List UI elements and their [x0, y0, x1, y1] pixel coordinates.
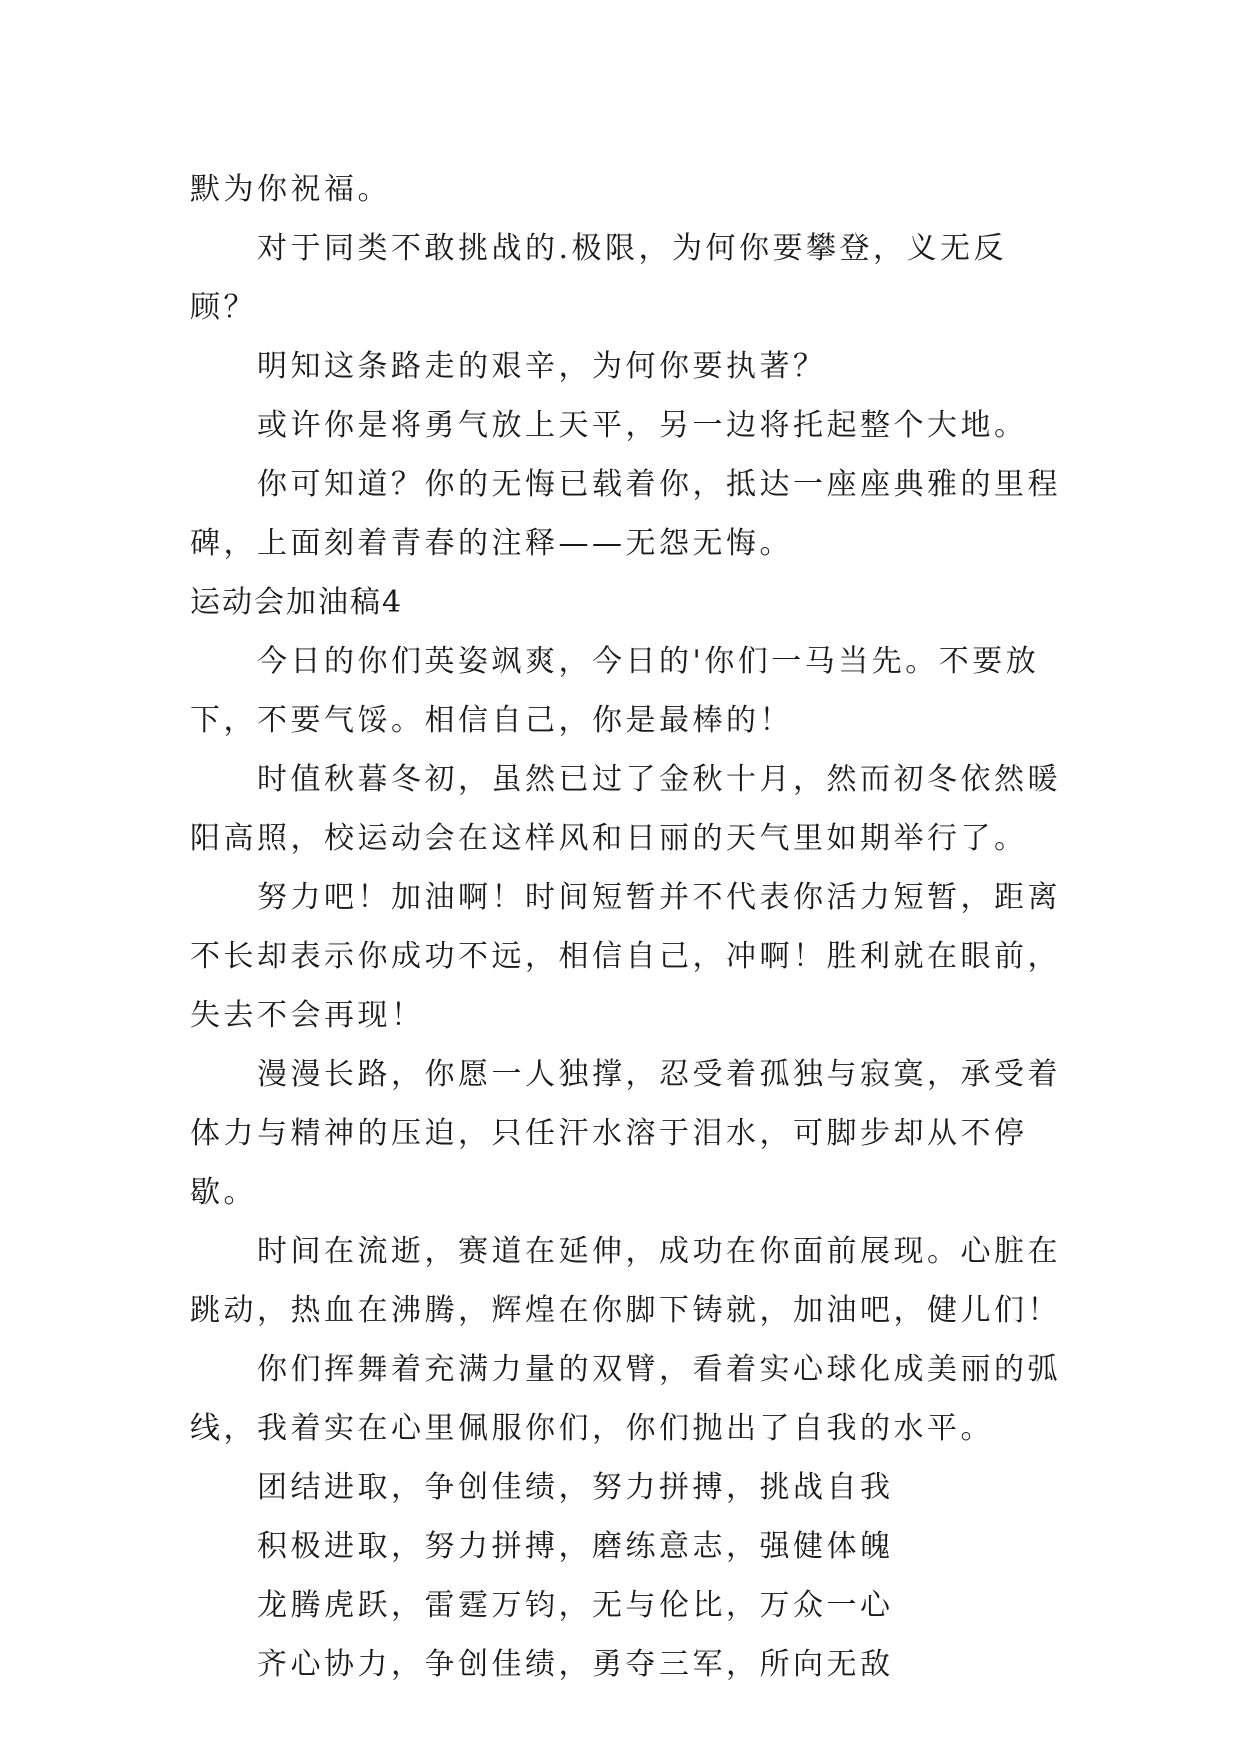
section-heading: 运动会加油稿4	[190, 585, 404, 620]
paragraph: 明知这条路走的艰辛，为何你要执著？	[257, 349, 827, 384]
paragraph: 时值秋暮冬初，虽然已过了金秋十月，然而初冬依然暖阳高照，校运动会在这样风和日丽的天气里如期举行了。	[190, 762, 1061, 856]
slogan-line: 龙腾虎跃，雷霆万钧，无与伦比，万众一心	[257, 1588, 894, 1623]
paragraph: 时间在流逝，赛道在延伸，成功在你面前展现。心脏在跳动，热血在沸腾，辉煌在你脚下铸就，加油吧，健儿们！	[190, 1234, 1061, 1328]
paragraph-continuation: 默为你祝福。	[190, 172, 391, 207]
paragraph: 你可知道？你的无悔已载着你，抵达一座座典雅的里程碑，上面刻着青春的注释——无怨无悔。	[190, 467, 1061, 561]
paragraph: 对于同类不敢挑战的.极限，为何你要攀登，义无反顾？	[190, 231, 1008, 325]
paragraph: 今日的你们英姿飒爽，今日的'你们一马当先。不要放下，不要气馁。相信自己，你是最棒的！	[190, 644, 1040, 738]
paragraph: 或许你是将勇气放上天平，另一边将托起整个大地。	[257, 408, 1028, 443]
slogan-line: 积极进取，努力拼搏，磨练意志，强健体魄	[257, 1529, 894, 1564]
paragraph: 努力吧！加油啊！时间短暂并不代表你活力短暂，距离不长却表示你成功不远，相信自己，冲啊！胜利就在眼前，失去不会再现！	[190, 880, 1061, 1033]
paragraph: 漫漫长路，你愿一人独撑，忍受着孤独与寂寞，承受着体力与精神的压迫，只任汗水溶于泪水，可脚步却从不停歇。	[190, 1057, 1061, 1210]
paragraph: 你们挥舞着充满力量的双臂，看着实心球化成美丽的弧线，我着实在心里佩服你们，你们抛出了自我的水平。	[190, 1352, 1061, 1446]
slogan-line: 齐心协力，争创佳绩，勇夺三军，所向无敌	[257, 1647, 894, 1682]
document-body	[190, 160, 1070, 1694]
slogan-line: 团结进取，争创佳绩，努力拼搏，挑战自我	[257, 1470, 894, 1505]
